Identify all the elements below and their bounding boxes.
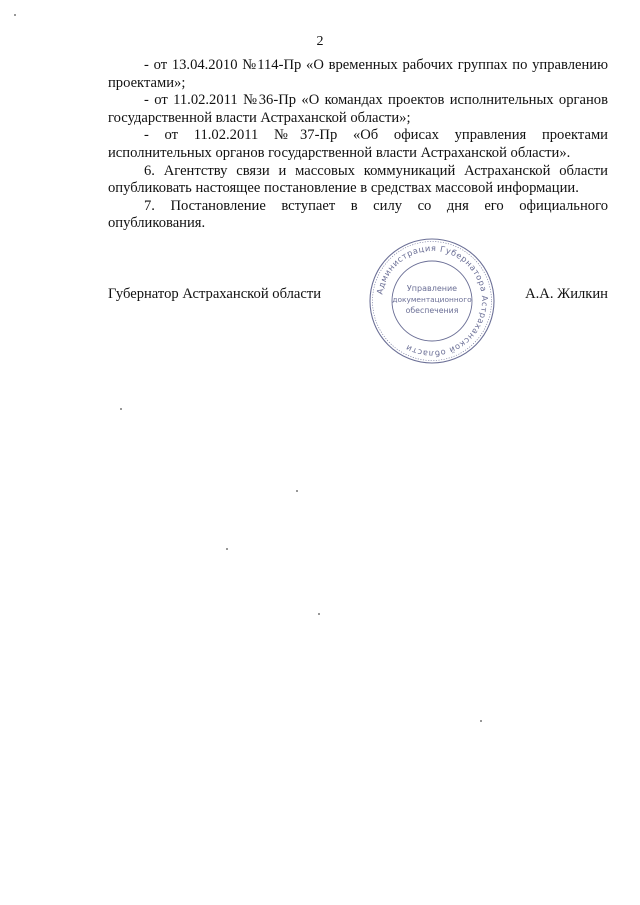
scan-speck [120,408,122,410]
signatory-name: А.А. Жилкин [525,286,608,302]
signature-block [108,284,608,304]
paragraph-item-7: 7. Постановление вступает в силу со дня его официального опубликования. [108,197,608,232]
seal-center-line-1: Управление [406,284,458,293]
scan-speck [14,14,16,16]
seal-center-line-2: документационного [392,295,472,304]
scan-speck [318,613,320,615]
scan-speck [226,548,228,550]
scan-speck [480,720,482,722]
document-body [108,57,608,233]
page-number: 2 [316,34,324,49]
paragraph-repeal-114: - от 13.04.2010 №114-Пр «О временных рабочих группах по управлению проектами»; [108,57,608,91]
official-seal-stamp [367,236,497,366]
paragraph-repeal-36: - от 11.02.2011 №36-Пр «О командах проектов исполнительных органов государственной власти Астраханской области»; [108,92,608,126]
seal-ring-text: Администрация Губернатора Астраханской области [374,242,491,360]
signatory-title: Губернатор Астраханской области [108,286,322,302]
paragraph-repeal-37: - от 11.02.2011 №37-Пр «Об офисах управления проектами исполнительных органов государственной власти Астраханской области». [108,127,608,161]
seal-center-line-3: обеспечения [405,306,459,315]
seal-graphic [367,236,497,366]
scan-speck [296,490,298,492]
paragraph-item-6: 6. Агентству связи и массовых коммуникаций Астраханской области опубликовать настоящее постановление в средствах массовой информации. [108,162,608,197]
